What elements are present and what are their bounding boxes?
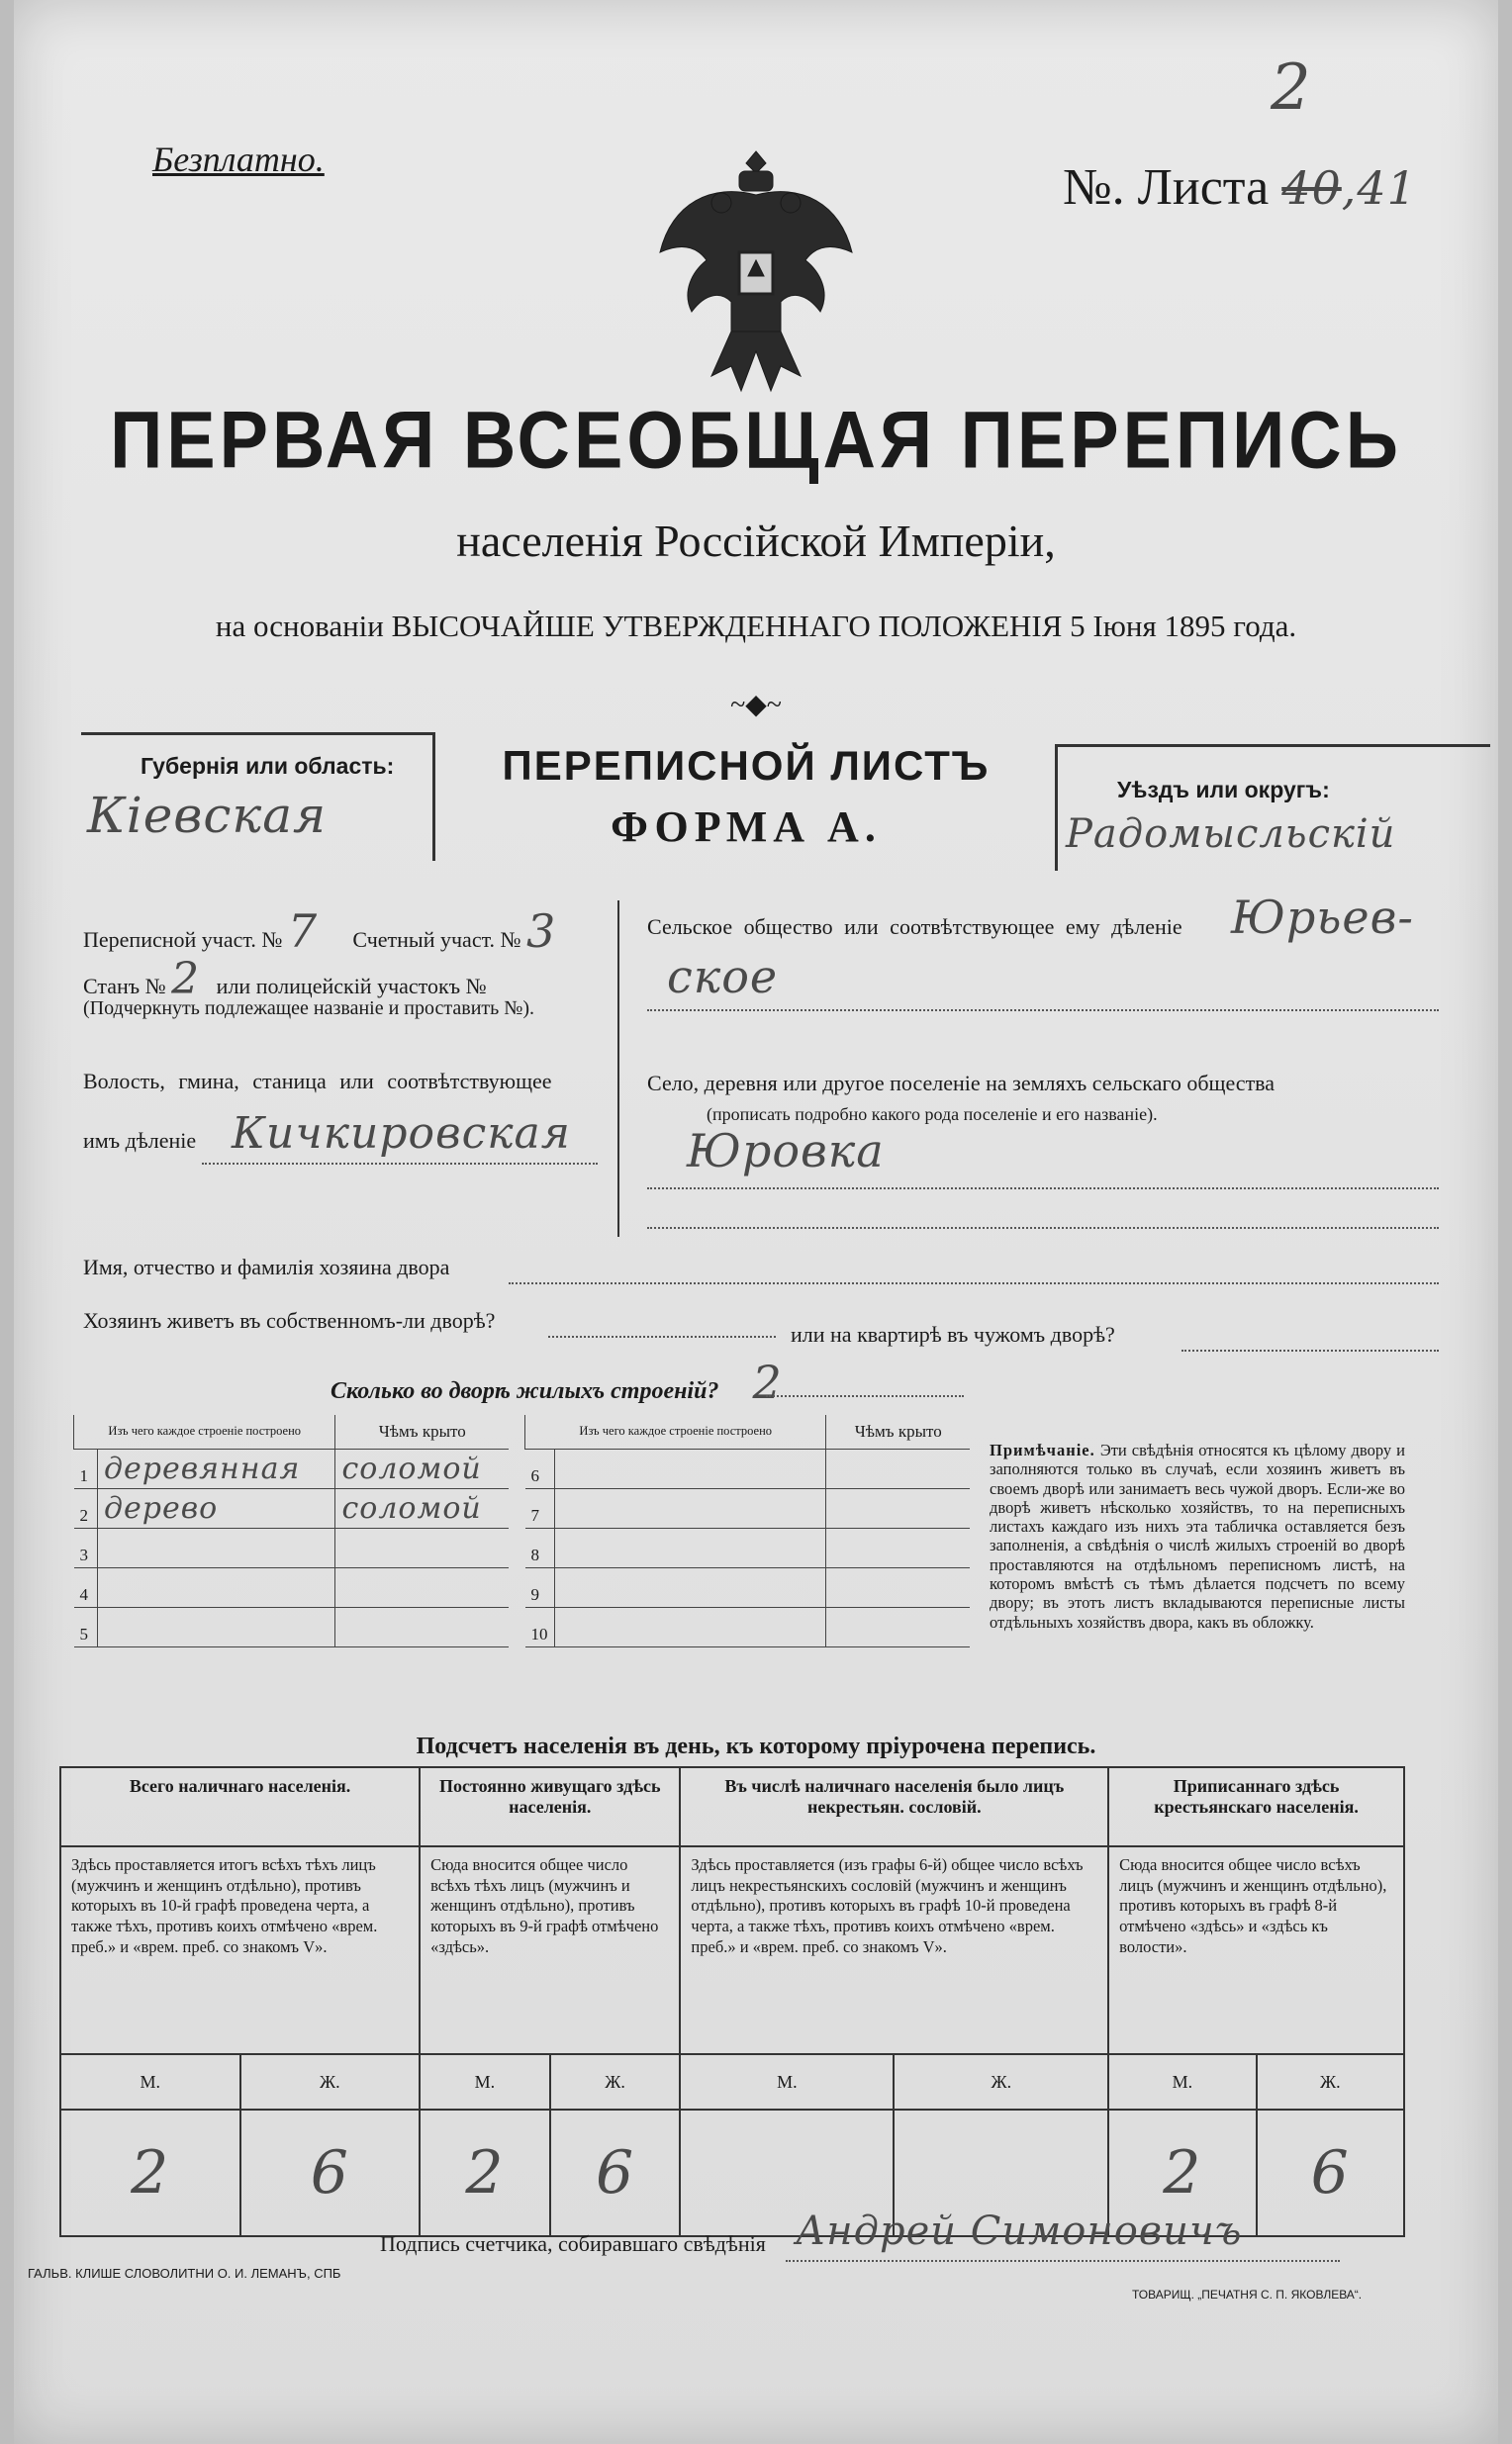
footer-printer-right: ТОВАРИЩ. „ПЕЧАТНЯ С. П. ЯКОВЛЕВА“. [1132, 2288, 1363, 2302]
page-subtitle: населенія Россійской Имперіи, [456, 516, 1056, 566]
police-label: или полицейскій участокъ № [216, 974, 487, 998]
volost-value: Кичкировская [232, 1108, 571, 1159]
buildings-table-right [524, 1415, 970, 1647]
uezd-box [1055, 744, 1490, 871]
form-subtitle: ФОРМА А. [611, 802, 882, 851]
female-label: Ж. [240, 2054, 421, 2110]
village-label: Село, деревня или другое поселеніе на земляхъ сельскаго общества [647, 1071, 1276, 1095]
sheet-number-struck: 40 [1281, 161, 1342, 215]
ornament: ~◆~ [730, 690, 782, 720]
rural-value-1: Юрьев- [1231, 891, 1414, 944]
note-text: Эти свѣдѣнія относятся къ цѣлому двору и заполняются только въ случаѣ, если хозяинъ живетъ въ своемъ дворѣ или занимаетъ весь чужой дворъ. Если-же во дворѣ живетъ нѣсколько хозяйствъ, то на переписныхъ листахъ каждаго изъ нихъ эта табличка оставляется безъ заполненія, а свѣдѣнія о числѣ жилыхъ строеній во дворѣ проставляются на отдѣльномъ переписномъ листѣ, на которомъ вмѣстѣ съ тѣмъ дѣлается подсчетъ по всему двору; въ этотъ листъ вкладываются переписные листы отдѣльныхъ хозяйствъ двора, какъ въ обложку. [990, 1441, 1405, 1632]
rural-value-2: ское [667, 950, 779, 1003]
table-row: 10 [525, 1607, 971, 1646]
page-title: ПЕРВАЯ ВСЕОБЩАЯ ПЕРЕПИСЬ [110, 394, 1402, 486]
female-label: Ж. [550, 2054, 681, 2110]
sheet-number-label: №. Листа [1063, 159, 1270, 216]
permanent-male-count: 2 [420, 2110, 550, 2236]
buildings-label: Сколько во дворѣ жилыхъ строеній? [331, 1378, 719, 1404]
female-label: Ж. [1257, 2054, 1404, 2110]
column-header-permanent: Постоянно живущаго здѣсь населенія. [420, 1767, 680, 1846]
note-block [990, 1441, 1405, 1632]
table-row: 2 дерево соломой [74, 1488, 510, 1528]
male-label: М. [60, 2054, 240, 2110]
census-sheet [14, 0, 1498, 2444]
counting-district-value: 3 [526, 904, 557, 958]
gubernia-label: Губернія или область: [141, 753, 395, 779]
buildings-table-left [73, 1415, 509, 1647]
registered-male-count: 2 [1108, 2110, 1256, 2236]
col-material-header: Изъ чего каждое строеніе построено [525, 1415, 826, 1449]
registered-female-count: 6 [1257, 2110, 1404, 2236]
population-title: Подсчетъ населенія въ день, къ которому пріурочена перепись. [416, 1734, 1096, 1759]
census-district-value: 7 [287, 904, 319, 958]
table-row: 4 [74, 1567, 510, 1607]
column-desc: Здѣсь проставляется (изъ графы 6-й) общее число всѣхъ лицъ некрестьянскихъ сословій (мужчинъ и женщинъ отдѣльно), противъ которыхъ въ графѣ 10-й проведена черта, а также тѣхъ, противъ коихъ отмѣчено «врем. преб.» и «врем. преб. со знакомъ V». [680, 1846, 1108, 2054]
note-title: Примѣчаніе. [990, 1441, 1095, 1459]
volost-label-1: Волость, гмина, станица или соотвѣтствующее [83, 1069, 552, 1093]
table-row: 7 [525, 1488, 971, 1528]
male-label: М. [420, 2054, 550, 2110]
column-desc: Сюда вносится общее число всѣхъ тѣхъ лицъ (мужчинъ и женщинъ отдѣльно), противъ которыхъ въ 9-й графѣ отмѣчено «здѣсь». [420, 1846, 680, 2054]
female-label: Ж. [894, 2054, 1108, 2110]
column-header-registered: Приписаннаго здѣсь крестьянскаго населенія. [1108, 1767, 1404, 1846]
sheet-number-value: ,41 [1341, 161, 1417, 215]
owner-label: Имя, отчество и фамилія хозяина двора [83, 1255, 450, 1279]
rent-label: или на квартирѣ въ чужомъ дворѣ? [791, 1322, 1115, 1347]
sheet-number [1063, 158, 1417, 217]
settlement-fields [647, 891, 1459, 1267]
field-divider [617, 900, 619, 1237]
table-row: 1 деревянная соломой [74, 1449, 510, 1488]
col-material-header: Изъ чего каждое строеніе построено [74, 1415, 335, 1449]
footer-printer-left: ГАЛЬВ. КЛИШЕ СЛОВОЛИТНИ О. И. ЛЕМАНЪ, СПБ [28, 2266, 341, 2281]
table-row: 3 [74, 1528, 510, 1567]
census-district-label: Переписной участ. № [83, 927, 283, 952]
lives-label: Хозяинъ живетъ въ собственномъ-ли дворѣ? [83, 1308, 496, 1333]
present-male-count: 2 [60, 2110, 240, 2236]
table-row: 8 [525, 1528, 971, 1567]
uezd-value: Радомысльскій [1066, 811, 1396, 857]
village-value: Юровка [687, 1124, 885, 1177]
stan-value: 2 [171, 954, 201, 1004]
col-roof-header: Чѣмъ крыто [826, 1415, 970, 1449]
gubernia-value: Кіевская [87, 787, 328, 844]
free-label: Безплатно. [152, 140, 325, 179]
rural-label: Сельское общество или соотвѣтствующее ему дѣленіе [647, 914, 1182, 939]
legal-basis: на основаніи ВЫСОЧАЙШЕ УТВЕРЖДЕННАГО ПОЛОЖЕНІЯ 5 Іюня 1895 года. [215, 609, 1297, 643]
column-header-non-peasant: Въ числѣ наличнаго населенія было лицъ некрестьян. сословій. [680, 1767, 1108, 1846]
present-female-count: 6 [240, 2110, 421, 2236]
male-label: М. [680, 2054, 894, 2110]
signature-label: Подпись счетчика, собиравшаго свѣдѣнія [380, 2231, 766, 2256]
volost-label-2: имъ дѣленіе [83, 1128, 197, 1153]
double-headed-eagle-emblem [652, 143, 860, 401]
col-roof-header: Чѣмъ крыто [335, 1415, 509, 1449]
population-table [59, 1766, 1405, 2237]
village-note: (прописать подробно какого рода поселеніе и его названіе). [707, 1104, 1158, 1124]
table-row: 6 [525, 1449, 971, 1488]
column-desc: Сюда вносится общее число всѣхъ лицъ (мужчинъ и женщинъ отдѣльно), противъ которыхъ въ графѣ 8-й отмѣчено «здѣсь» и «здѣсь къ волости». [1108, 1846, 1404, 2054]
male-label: М. [1108, 2054, 1256, 2110]
district-fields [83, 891, 617, 1267]
counting-district-label: Счетный участ. № [352, 927, 521, 952]
uezd-label: Уѣздъ или округъ: [1117, 777, 1330, 802]
stan-label: Станъ № [83, 974, 166, 998]
form-title: ПЕРЕПИСНОЙ ЛИСТЪ [502, 742, 991, 789]
table-row: 5 [74, 1607, 510, 1646]
permanent-female-count: 6 [550, 2110, 681, 2236]
column-desc: Здѣсь проставляется итогъ всѣхъ тѣхъ лицъ (мужчинъ и женщинъ отдѣльно), противъ которыхъ въ 10-й графѣ проведена черта, а также тѣхъ, противъ коихъ отмѣчено «врем. преб.» и «врем. преб. со знакомъ V». [60, 1846, 420, 2054]
table-row: 9 [525, 1567, 971, 1607]
buildings-count-row [331, 1356, 783, 1409]
gubernia-box [81, 732, 435, 861]
signature-value: Андрей Симоновичъ [796, 2209, 1243, 2254]
underline-note: (Подчеркнуть подлежащее названіе и проставить №). [83, 997, 534, 1019]
buildings-value: 2 [752, 1356, 783, 1409]
corner-mark: 2 [1271, 51, 1312, 125]
column-header-present: Всего наличнаго населенія. [60, 1767, 420, 1846]
